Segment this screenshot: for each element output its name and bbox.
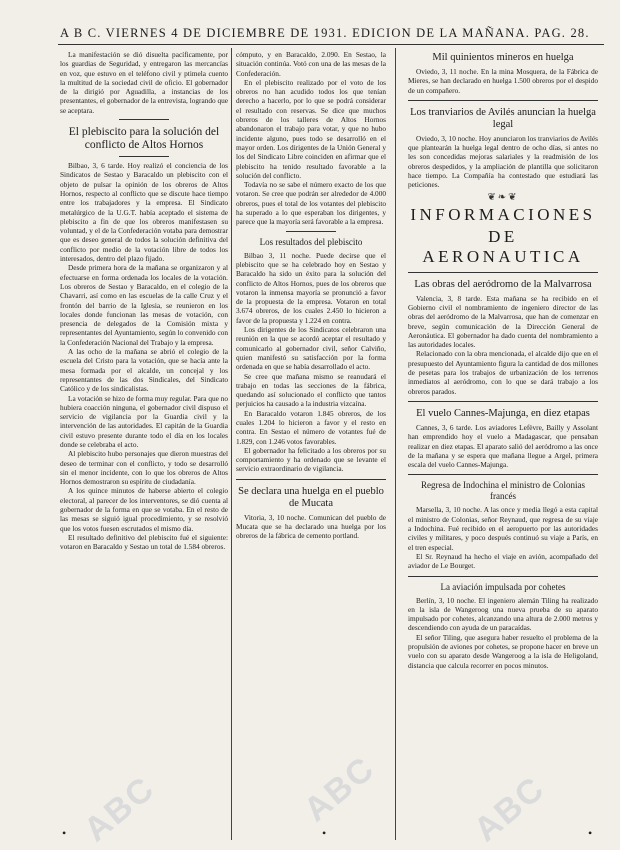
column-divider-2 xyxy=(395,48,396,840)
article-title-cannes: El vuelo Cannes-Majunga, en diez etapas xyxy=(416,407,590,419)
watermark: ABC xyxy=(296,748,383,830)
separator xyxy=(408,576,598,577)
footer-mark-left: • xyxy=(62,826,67,840)
separator xyxy=(408,272,598,273)
column-3 xyxy=(408,50,598,840)
article-paragraph: Se cree que mañana mismo se reanudará el trabajo en todas las secciones de la fábrica, quedando así solucionado el conflicto que tantos perjuicios ha causado a la industria vizcaína. xyxy=(236,371,386,409)
separator xyxy=(408,401,598,402)
column-2 xyxy=(236,50,386,840)
ornament-icon: ❦❧❦ xyxy=(487,191,519,203)
article-paragraph: Relacionado con la obra mencionada, el alcalde dijo que en el presupuesto del Ayuntamiento figura la cantidad de dos millones de pesetas para los trabajos de urbanización de los terrenos inmediatos al aeródromo, con lo que se dará trabajo a los obreros parados. xyxy=(408,349,598,396)
article-title-resultados: Los resultados del plebiscito xyxy=(259,236,363,247)
article-paragraph: Al plebiscito hubo personajes que dieron muestras del deseo de terminar con el conflicto, y todo se desarrolló sin el menor incidente, con lo que los obreros de Altos Hornos demostraron su espíritu de ciudadanía. xyxy=(60,449,228,487)
watermark: ABC xyxy=(466,768,553,850)
article-paragraph: El Sr. Reynaud ha hecho el viaje en avión, acompañado del aviador de Le Bourget. xyxy=(408,551,598,571)
separator xyxy=(286,231,336,232)
article-title-cohetes: La aviación impulsada por cohetes xyxy=(440,581,566,592)
article-paragraph: Oviedo, 3, 11 noche. En la mina Mosquera, de la Fábrica de Mieres, se han declarado en huelga 1.500 obreros por el despido de un compañero. xyxy=(408,67,598,95)
header-rule xyxy=(58,44,604,45)
article-paragraph: La votación se hizo de forma muy regular. Para que no hubiera coacción ninguna, el gobernador civil dispuso el servicio de vigilancia por la Guardia civil y la intervención de las autoridades. El capitán de la Guardia civil estuvo presente durante todo el día en los locales donde se celebraba el acto. xyxy=(60,393,228,449)
intro-paragraph: La manifestación se dió disuelta pacíficamente, por los guardias de Seguridad, y entregaron las mercancías en voz, que estuvo en el teléfono civil y ptimela cuento la multitud de la sociedad civil de oficio. El gobernador de la dirigió por Aguadilla, a instancias de los presentantes, el gobernador de la entrevista, logrando que se aceptara. xyxy=(60,50,228,115)
column-1 xyxy=(60,50,228,840)
footer-mark-center: • xyxy=(322,826,327,840)
separator xyxy=(119,156,169,157)
article-paragraph: Vitoria, 3, 10 noche. Comunican del pueblo de Mucata que se ha declarado una huelga por los obreros de la fábrica de cemento portland. xyxy=(236,512,386,541)
article-paragraph: En Baracaldo votaron 1.845 obreros, de los cuales 1.204 lo hicieron a favor y el resto en contra. En Sestao el número de votantes fué de 1.829, con 1.246 votos favorables. xyxy=(236,408,386,446)
article-paragraph: Los dirigentes de los Sindicatos celebraron una reunión en la que se acordó aceptar el resultado y comunicarlo al gobernador civil, señor Calviño, quien manifestó su satisfacción por la forma ordenada en que se había desarrollado el acto. xyxy=(236,325,386,372)
article-paragraph: Bilbao, 3, 6 tarde. Hoy realizó el conciencia de los Sindicatos de Sestao y Baracaldo un plebiscito con el objeto de pulsar la opinión de los obreros de Altos Hornos, respecto al conflicto que se discute hace tiempo entre los trabajadores y la empresa. El Sindicato metalúrgico de la U.G.T. había aceptado el sistema de plebiscito a fin de que los obreros manifestasen su voluntad, y el de la Confederación votaba para demostrar que es deseo general de todos la solución definitiva del conflicto por medio de la votación libre de todos los interesados, dentro del plazo fijado. xyxy=(60,161,228,264)
article-paragraph: En el plebiscito realizado por el voto de los obreros no han acudido todos los que tenían derecho a hacerlo, por lo que se podrá considerar el resultado con reservas. Se dice que muchos obreros de los talleres de Altos Hornos abandonaron el trabajo para votar, y que no hubo incidente alguno, pues todo se desarrolló en el mayor orden. Los dirigentes de la Unión General y los del Sindicato Libre coinciden en afirmar que el plebiscito ha tenido resultado favorable a la solución del conflicto. xyxy=(236,77,386,180)
separator xyxy=(408,100,598,101)
watermark: ABC xyxy=(76,768,163,850)
article-title-malvarrosa: Las obras del aeródromo de la Malvarrosa xyxy=(414,278,592,290)
section-title-line1: INFORMACIONES xyxy=(410,204,596,224)
article-paragraph: A los quince minutos de haberse abierto el colegio electoral, al parecer de los interventores, se dió cuenta al gobernador de la forma en que se votaba. En el resto de las mesas se siguió igual procedimiento, y se resolvió que los votos fuesen escrutados el mismo día. xyxy=(60,486,228,533)
article-paragraph: Todavía no se sabe el número exacto de los que votaron. Se cree que podrán ser alrededor de 4.000 obreros, pues el total de los votantes del plebiscito ha superado a lo que esperaban los dirigentes, y parece que la mayoría será favorable a la empresa. xyxy=(236,180,386,227)
article-title-indochina: Regresa de Indochina el ministro de Colonias francés xyxy=(421,480,585,502)
article-paragraph: Marsella, 3, 10 noche. A las once y media llegó a esta capital el ministro de Colonias, señor Reynaud, que regresa de su viaje a Indochina. Fué recibido en el aeropuerto por las autoridades civiles y militares, y poco después continuó su viaje a París, en el tren especial. xyxy=(408,505,598,552)
separator xyxy=(408,474,598,475)
article-paragraph: A las ocho de la mañana se abrió el colegio de la escuela del Cristo para la votación, que se hacía ante la mesa formada por el alcalde, un concejal y los representantes de las dos Sindicales, del Sindicato Católico y de los sindicalistas. xyxy=(60,347,228,394)
article-paragraph: El resultado definitivo del plebiscito fué el siguiente: votaron en Baracaldo y Sestao un total de 1.584 obreros. xyxy=(60,532,228,552)
article-paragraph: Desde primera hora de la mañana se organizaron y al efectuarse en forma ordenada los locales de la votación. Los obreros de Sestao y Baracaldo, en el colegio de la Chavarri, así como en las escuelas de la calle Cruz y el frontón del barrio de la Iglesia, se reunieron en los locales donde funcionan las mesas de votación, con presencia de delegados de la Comisión mixta y representantes del Ayuntamiento, según lo convenido con la Confederación Nacional del Trabajo y la empresa. xyxy=(60,263,228,347)
article-paragraph: Cannes, 3, 6 tarde. Los aviadores Lefèvre, Bailly y Assolant han emprendido hoy el vuelo a Madagascar, que pensaban realizar en diez etapas. El aparato salió del aeródromo a las once de la mañana y se espera que mañana llegue a Argel, primera escala del vuelo Cannes-Majunga. xyxy=(408,422,598,470)
article-paragraph: cómputo, y en Baracaldo, 2.090. En Sestao, la situación continúa. Votó con una de las mesas de la Confederación. xyxy=(236,50,386,78)
article-paragraph: Bilbao 3, 11 noche. Puede decirse que el plebiscito que se ha celebrado hoy en Sestao y Baracaldo ha sido un éxito para la solución del conflicto de Altos Hornos, pues de los obreros que votaron la inmensa mayoría se pronunció a favor de la propuesta de la empresa. Votaron en total 3.674 obreros, de los cuales 2.450 lo hicieron a favor de la propuesta y 1.224 en contra. xyxy=(236,250,386,325)
column-divider-1 xyxy=(231,48,232,840)
article-paragraph: Berlín, 3, 10 noche. El ingeniero alemán Tiling ha realizado en la isla de Wangeroog una nueva prueba de su aparato impulsado por cohetes, alcanzando una altura de 2.000 metros y descendiendo con ayuda de un paracaídas. xyxy=(408,595,598,633)
article-paragraph: Oviedo, 3, 10 noche. Hoy anunciaron los tranviarios de Avilés que plantearán la huelga legal dentro de ocho días, si antes no les son concedidas mejoras salariales y la readmisión de los obreros despedidos, y la ampliación de plantilla que solicitaron hace tiempo. La Compañía ha contestado que estudiará las peticiones. xyxy=(408,133,598,190)
article-title-huelga-mucata: Se declara una huelga en el pueblo de Mucata xyxy=(238,485,384,509)
separator xyxy=(119,119,169,120)
article-title-mineros: Mil quinientos mineros en huelga xyxy=(432,52,574,63)
article-paragraph: El gobernador ha felicitado a los obreros por su comportamiento y ha ordenado que se levante el servicio extraordinario de vigilancia. xyxy=(236,445,386,474)
article-title-tranviarios: Los tranviarios de Avilés anuncian la huelga legal xyxy=(410,106,596,130)
section-title-line2: DE AERONAUTICA xyxy=(422,226,584,266)
page-header: A B C. VIERNES 4 DE DICIEMBRE DE 1931. EDICION DE LA MAÑANA. PAG. 28. xyxy=(60,26,590,40)
article-paragraph: El señor Tiling, que asegura haber resuelto el problema de la propulsión de aviones por cohetes, se propone hacer en breve un vuelo con su aparato desde Wangeroog a la isla de Heligoland, distancia que calcula recorrer en pocos minutos. xyxy=(408,632,598,670)
article-paragraph: Valencia, 3, 8 tarde. Esta mañana se ha recibido en el Gobierno civil el nombramiento de ingeniero director de las obras del aeródromo de la Malvarrosa, que han de comenzar en breve, según comunicación de la Dirección General de Aeronáutica. El gobernador ha dado cuenta del nombramiento a las autoridades locales. xyxy=(408,293,598,350)
article-title-plebiscito: El plebiscito para la solución del conflicto de Altos Hornos xyxy=(68,126,220,152)
footer-mark-right: • xyxy=(588,826,593,840)
separator xyxy=(236,479,386,480)
